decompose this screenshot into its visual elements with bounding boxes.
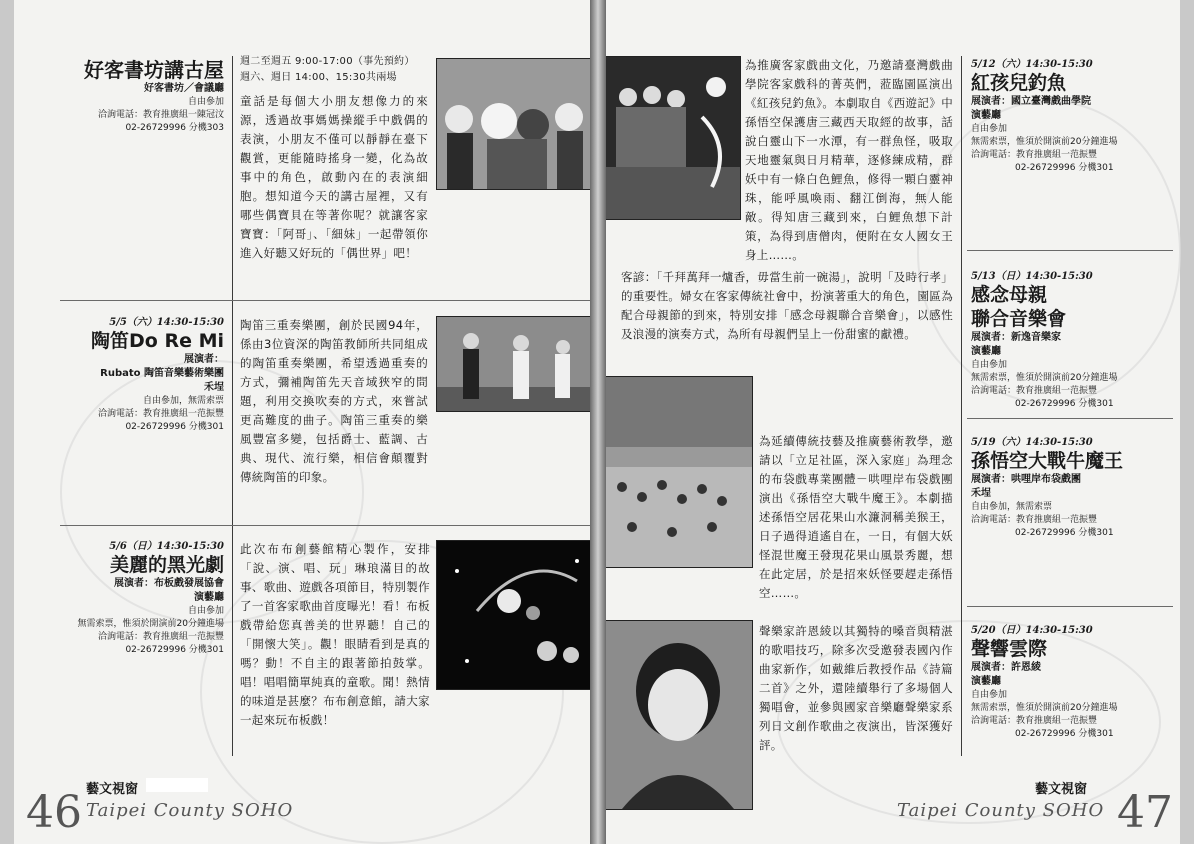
event-phone: 02-26729996 分機301: [125, 645, 224, 655]
singer-portrait-photo: [601, 620, 753, 810]
footer-brand: Taipei County SOHO: [86, 800, 294, 821]
footer-brand: Taipei County SOHO: [897, 800, 1105, 821]
event-venue: 演藝廳: [971, 676, 1001, 687]
book-gutter: [590, 0, 606, 844]
event-date: 5/19（六）14:30-15:30: [971, 437, 1093, 448]
crowd-photo: [601, 376, 753, 568]
event-time-block: [240, 54, 436, 86]
event-date: 5/5（六）14:30-15:30: [109, 317, 224, 328]
footer-section-label: 藝文視窗: [1035, 782, 1088, 797]
event-contact: 洽詢電話：教育推廣組一范振豐: [971, 716, 1098, 726]
event-title: 感念母親: [971, 284, 1048, 306]
event-performer: 哄哩岸布袋戲團: [1011, 474, 1081, 485]
event-phone: 02-26729996 分機301: [1015, 163, 1114, 173]
event-title-line2: 聯合音樂會: [971, 308, 1067, 330]
puppet-illustration: [437, 59, 593, 189]
event-performer-line: [971, 331, 1171, 345]
page-edge: [1180, 0, 1194, 844]
event-contact: 洽詢電話：教育推廣組一范振豐: [971, 386, 1098, 396]
event-venue: 好客書坊／會議廳: [144, 83, 224, 94]
event-performer-line: [971, 95, 1171, 109]
event-admission: 自由參加: [971, 690, 1008, 700]
event-performer-line: [971, 661, 1171, 675]
event-phone: 02-26729996 分機301: [1015, 528, 1114, 538]
crowd-illustration: [602, 377, 752, 567]
event-admission-note: 無需索票，惟須於開演前20分鐘進場: [971, 703, 1118, 713]
section-divider: [60, 300, 592, 301]
event-title: 紅孩兒釣魚: [971, 72, 1067, 94]
page-number: 47: [1117, 787, 1173, 838]
event-contact: 洽詢電話：教育推廣組一陳冠汶: [97, 110, 224, 120]
event-info-black-light: [60, 540, 224, 657]
mother-description: 客諺：「千拜萬拜一爐香，毋當生前一碗湯」，說明「及時行孝」的重要性。婦女在客家傳統社會中，扮演著重大的角色，園區為配合母親節的到來，特別安排「感念母親聯合音樂會」，以感性及浪漫的演奏方式，為所有母親們呈上一份甜蜜的獻禮。: [621, 270, 953, 341]
section-divider: [967, 606, 1173, 607]
event-performer: 布板戲發展協會: [154, 578, 224, 589]
footer-section-label: 藝文視窗: [86, 782, 139, 797]
event-contact: 洽詢電話：教育推廣組一范振豐: [971, 150, 1098, 160]
black-light-illustration: [437, 541, 593, 689]
ocarina-trio-photo: [436, 316, 594, 412]
event-phone: 02-26729996 分機301: [125, 422, 224, 432]
event-title: 陶笛Do Re Mi: [91, 330, 224, 352]
event-admission: 自由參加: [971, 360, 1008, 370]
event-performer-label: 展演者：: [971, 662, 1011, 673]
event-performer-label: 展演者：: [971, 96, 1011, 107]
voice-description: 聲樂家許恩綾以其獨特的嗓音與精湛的歌唱技巧，除多次受邀發表國內作曲家新作，如戴維后教授作品《詩篇二首》之外，還陸續舉行了多場個人獨唱會，並參與國家音樂廳聲樂家系列日文創作歌曲之夜演出，皆深獲好評。: [759, 624, 953, 752]
fish-description: 為推廣客家戲曲文化，乃邀請臺灣戲曲學院客家戲科的菁英們，蒞臨園區演出《紅孩兒釣魚》。本劇取自《西遊記》中孫悟空保護唐三藏西天取經的故事，話說白靈山下一水潭，有一群魚怪，吸取天地靈氣與日月精華，逐修練成精，群妖中有一條白色鯉魚，修得一顆白靈神珠，能呼風喚雨、翻江倒海，無人能敵。得知唐三藏到來，白鯉魚想下計策，為得到唐僧肉，便附在女人國女王身上……。: [745, 58, 953, 262]
event-title: 美麗的黑光劇: [109, 554, 224, 576]
event-venue: 禾埕: [971, 488, 991, 499]
event-admission-note: 無需索票，惟須於開演前20分鐘進場: [77, 619, 224, 629]
event-time-line: 週二至週五 9:00-17:00（事先預約）: [240, 56, 415, 67]
column-divider: [232, 56, 233, 756]
ocarina-trio-illustration: [437, 317, 593, 411]
event-performer: 許恩綾: [1011, 662, 1041, 673]
event-performer-label: 展演者：: [184, 354, 224, 365]
event-info-voice: [971, 624, 1171, 741]
event-date: 5/12（六）14:30-15:30: [971, 59, 1093, 70]
page-edge: [0, 0, 14, 844]
column-divider: [961, 56, 962, 756]
event-admission: 自由參加，無需索票: [142, 396, 224, 406]
event-phone: 02-26729996 分機301: [1015, 729, 1114, 739]
event-performer: Rubato 陶笛音樂藝術樂團: [100, 368, 224, 379]
event-date: 5/6（日）14:30-15:30: [109, 541, 224, 552]
event-admission: 自由參加: [971, 124, 1008, 134]
event-admission: 自由參加: [187, 606, 224, 616]
event-phone: 02-26729996 分機303: [125, 123, 224, 133]
event-venue: 演藝廳: [971, 110, 1001, 121]
event-description: 此次布布創藝館精心製作，安排「說、演、唱、玩」琳琅滿目的故事、歌曲、遊戲各項節目，特別製作了一首客家歌曲首度曝光！看！布板戲帶給您真善美的世界聽！自己的「開懷大笑」。觀！眼睛看到是真的嗎？動！不自主的跟著節拍鼓掌。唱！唱唱簡單純真的童歌。聞！熱情的味道是甚麼？布布創意館，請大家一起來玩布板戲！: [240, 542, 430, 727]
section-divider: [60, 525, 592, 526]
singer-portrait-illustration: [602, 621, 752, 809]
event-admission: 自由參加，無需索票: [971, 502, 1053, 512]
event-info-monkey: [971, 436, 1171, 540]
event-performer-label: 展演者：: [971, 474, 1011, 485]
puppet-show-photo: [436, 58, 594, 190]
section-divider: [967, 418, 1173, 419]
event-performer-label: 展演者：: [114, 578, 154, 589]
event-contact: 洽詢電話：教育推廣組一范振豐: [971, 515, 1098, 525]
monkey-description: 為延續傳統技藝及推廣藝術教學，邀請以「立足社區，深入家庭」為理念的布袋戲專業團體－哄哩岸布袋戲團演出《孫悟空大戰牛魔王》。本劇描述孫悟空居花果山水濂洞稱美猴王，日子過得逍遙自在，一日，有個大妖怪混世魔王發現花果山風景秀麗，想在此定居，於是招來妖怪要趕走孫悟空……。: [759, 434, 953, 600]
event-description: 陶笛三重奏樂團，創於民國94年，係由3位資深的陶笛教師所共同組成的陶笛重奏樂團，希望透過重奏的方式，彌補陶笛先天音域狹窄的問題，利用交換吹奏的方式，來嘗試更高難度的曲子。陶笛三重奏的樂風豐富多變，包括爵士、藍調、古典、現代、流行樂，相信會顛覆對傳統陶笛的印象。: [240, 318, 428, 484]
event-phone: 02-26729996 分機301: [1015, 399, 1114, 409]
event-info-storytelling: [60, 58, 224, 135]
event-admission-note: 無需索票，惟須於開演前20分鐘進場: [971, 137, 1118, 147]
opera-stage-photo: [601, 56, 741, 220]
page-number: 46: [26, 787, 82, 838]
event-admission: 自由參加: [187, 97, 224, 107]
event-performer-label: 展演者：: [971, 332, 1011, 343]
footer-stamp: [146, 778, 208, 792]
event-info-ocarina: [60, 316, 224, 434]
right-page: [597, 0, 1194, 844]
event-info-mother: [971, 270, 1171, 411]
event-performer: 新逸音樂家: [1011, 332, 1061, 343]
event-date: 5/13（日）14:30-15:30: [971, 271, 1093, 282]
event-info-fish: [971, 58, 1171, 175]
event-contact: 洽詢電話：教育推廣組一范振豐: [97, 632, 224, 642]
event-venue: 演藝廳: [194, 592, 224, 603]
black-light-theatre-photo: [436, 540, 594, 690]
event-performer: 國立臺灣戲曲學院: [1011, 96, 1091, 107]
opera-stage-illustration: [602, 57, 740, 219]
event-performer-line: [60, 577, 224, 591]
event-date: 5/20（日）14:30-15:30: [971, 625, 1093, 636]
event-admission-note: 無需索票，惟須於開演前20分鐘進場: [971, 373, 1118, 383]
event-venue: 演藝廳: [971, 346, 1001, 357]
event-title: 好客書坊講古屋: [84, 58, 224, 82]
event-venue: 禾埕: [204, 382, 224, 393]
section-divider: [967, 250, 1173, 251]
event-title: 聲響雲際: [971, 638, 1048, 660]
event-performer-line: [971, 473, 1171, 487]
event-description: 童話是每個大小朋友想像力的來源，透過故事媽媽操縱手中戲偶的表演，小朋友不僅可以靜靜在臺下觀賞，更能隨時搖身一變，化為故事中的角色，啟動內在的表演細胞。想知道今天的講古屋裡，又有哪些偶寶貝在等著你呢？就讓客家寶寶：「阿哥」、「細妹」一起帶領你進入好聽又好玩的「偶世界」吧！: [240, 94, 428, 260]
event-time-line: 週六、週日 14:00、15:30共兩場: [240, 72, 397, 83]
event-title: 孫悟空大戰牛魔王: [971, 450, 1124, 472]
event-contact: 洽詢電話：教育推廣組一范振豐: [97, 409, 224, 419]
